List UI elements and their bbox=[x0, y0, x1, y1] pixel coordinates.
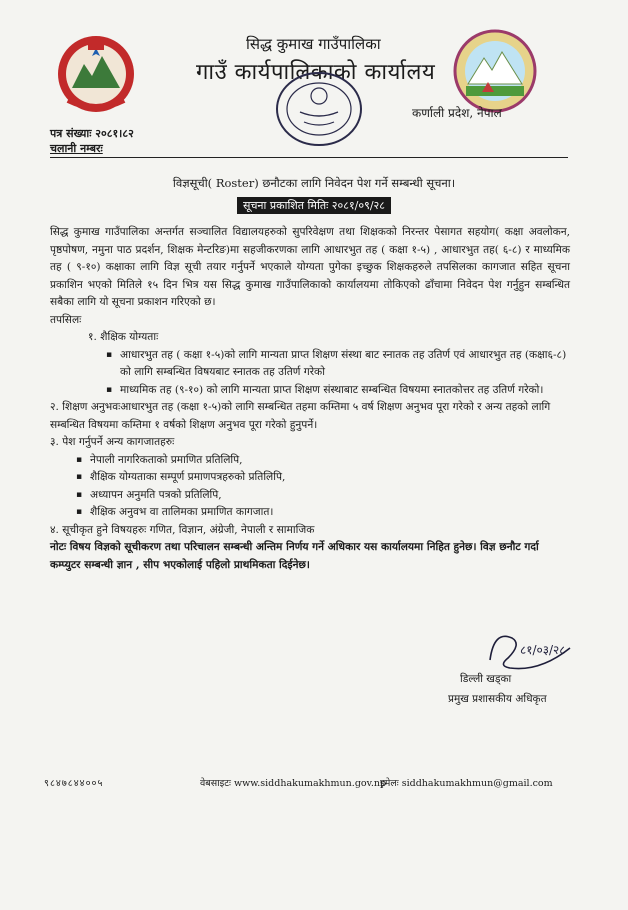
municipality-name: सिद्ध कुमाख गाउँपालिका bbox=[246, 35, 381, 53]
qualification-heading: १. शैक्षिक योग्यताः bbox=[88, 331, 159, 343]
dispatch-number: चलानी नम्बरः bbox=[50, 142, 103, 155]
footer-website: वेबसाइटः www.siddhakumakhmun.gov.np bbox=[200, 778, 387, 789]
qualification-item: ▪ माध्यमिक तह (९-१०) को लागि मान्यता प्राप्त शिक्षण संस्थाबाट सम्बन्धित विषयमा स्नातकोत्तर तह उतिर्ण गरेको। bbox=[50, 382, 570, 400]
tapsil-label: तपसिलः bbox=[50, 313, 82, 326]
notice-body bbox=[50, 224, 570, 574]
subjects-list: ४. सूचीकृत हुने विषयहरुः गणित, विज्ञान, अंग्रेजी, नेपाली र सामाजिक bbox=[50, 523, 315, 536]
document-item: ▪ शैक्षिक योग्यताका सम्पूर्ण प्रमाणपत्रहरुको प्रतिलिपि, bbox=[50, 469, 570, 487]
note-text: नोटः विषय विज्ञको सूचीकरण तथा परिचालन सम्बन्धी अन्तिम निर्णय गर्ने अधिकार यस कार्यालयमा निहित हुनेछ। विज्ञ छनौट गर्दा कम्प्युटर सम्बन्धी ज्ञान , सीप भएकोलाई पहिलो प्राथमिकता दिईनेछ। bbox=[50, 541, 539, 571]
document-item: ▪ नेपाली नागरिकताको प्रमाणित प्रतिलिपि, bbox=[50, 452, 570, 470]
office-seal-stamp bbox=[270, 66, 368, 152]
municipality-logo-icon bbox=[452, 28, 538, 114]
qualification-item: ▪ आधारभुत तह ( कक्षा १-५)को लागि मान्यता प्राप्त शिक्षण संस्था बाट स्नातक तह उतिर्ण एवं आधारभुत तह (कक्षा६-८) को लागि सम्बन्धित विषयबाट स्नातक तह उतिर्ण गरेको bbox=[50, 347, 570, 382]
office-name: गाउँ कार्यपालिकाको कार्यालय bbox=[196, 60, 436, 85]
signature-date: ८१/०३/२८ bbox=[520, 643, 566, 657]
signatory-title: प्रमुख प्रशासकीय अधिकृत bbox=[448, 693, 547, 705]
footer-email: इमेलः siddhakumakhmun@gmail.com bbox=[380, 778, 553, 789]
intro-paragraph: सिद्ध कुमाख गाउँपालिका अन्तर्गत सञ्चालित विद्यालयहरुको सुपरिवेक्षण तथा शिक्षकको निरन्तर पेसागत सहयोग( कक्षा अवलोकन, पृष्ठपोषण, नमुना पाठ प्रदर्शन, शिक्षक मेन्टरिङ)मा सहजीकरणका लागि आधारभुत तह ( कक्षा १-५) , आधारभुत तह( ६-८) र माध्यमिक तह ( ९-१०) कक्षाका लागि विज्ञ सूची तयार गर्नुपर्ने भएकाले योग्यता पुगेका इच्छुक शिक्षकहरुले तपसिलका कागजात सहित सूचना प्रकाशिन भएको मितिले १५ दिन भित्र यस सिद्ध कुमाख गाउँपालिकाको कार्यालयमा तोकिएको ढाँचामा निवेदन पेश गर्नुहुन सम्बन्धित सबैका लागि यो सूचना प्रकाशन गरिएको छ। bbox=[50, 226, 570, 308]
province-text: कर्णाली प्रदेश, नेपाल bbox=[412, 106, 502, 120]
document-item: ▪ शैक्षिक अनुवभ वा तालिमका प्रमाणित कागजात। bbox=[50, 504, 570, 522]
publish-date: सूचना प्रकाशित मितिः २०८१/०९/२८ bbox=[237, 197, 391, 214]
header-divider bbox=[50, 157, 568, 158]
notice-subject: विज्ञसूची( Roster) छनौटका लागि निवेदन पेश गर्ने सम्बन्धी सूचना। bbox=[172, 176, 456, 190]
handwritten-signature bbox=[474, 620, 584, 680]
documents-heading: ३. पेश गर्नुपर्ने अन्य कागजातहरुः bbox=[50, 436, 175, 448]
nepal-emblem-icon bbox=[48, 30, 144, 116]
document-item: ▪ अध्यापन अनुमति पत्रको प्रतिलिपि, bbox=[50, 487, 570, 505]
experience-item: २. शिक्षण अनुभवःआधारभुत तह (कक्षा १-५)को लागि सम्बन्धित तहमा कम्तिमा ५ वर्ष शिक्षण अनुभव पूरा गरेको र अन्य तहको लागि सम्बन्धित विषयमा कम्तिमा १ वर्षको शिक्षण अनुभव पूरा गरेको हुनुपर्ने। bbox=[50, 401, 551, 431]
footer-phone: ९८४७८४४००५ bbox=[44, 778, 104, 789]
signatory-name: डिल्ली खड्का bbox=[460, 673, 512, 685]
reference-number: पत्र संख्याः २०८१।८२ bbox=[50, 127, 134, 140]
